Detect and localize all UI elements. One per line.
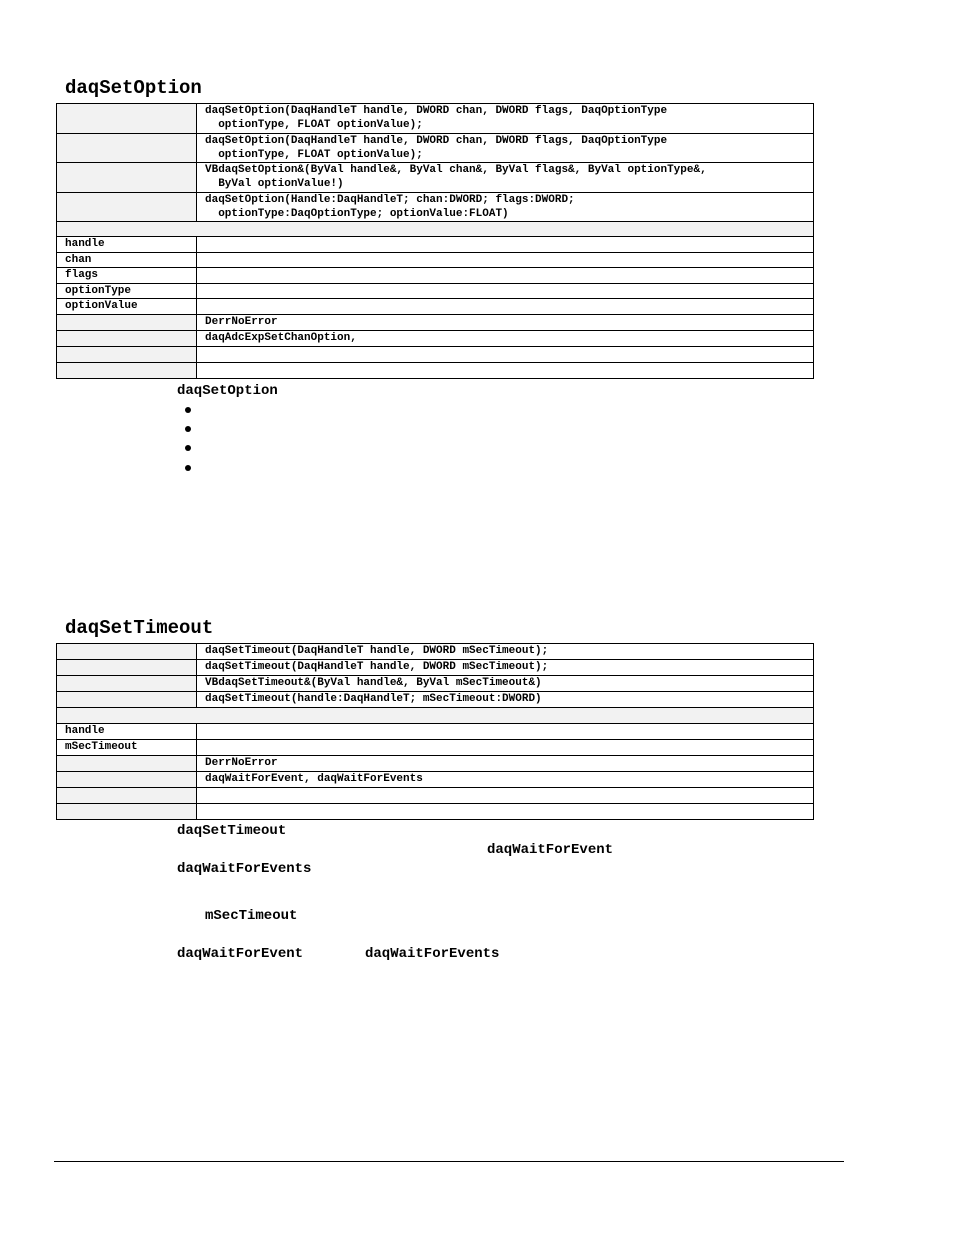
description-ref-wait-for-event: daqWaitForEvent <box>177 946 304 962</box>
param-name: handle <box>57 237 197 253</box>
page-title-set-option: daqSetOption <box>65 77 202 99</box>
set-timeout-reference-table <box>56 643 814 820</box>
table-row <box>57 237 814 253</box>
description-function-name: daqSetOption <box>177 383 278 399</box>
table-row <box>57 363 814 379</box>
row-label <box>57 804 197 820</box>
description-function-name: daqSetTimeout <box>177 823 287 839</box>
signature-vb: VBdaqSetTimeout&(ByVal handle&, ByVal mSecTimeout&) <box>197 676 814 692</box>
row-value <box>197 788 814 804</box>
bullet-point <box>185 445 191 451</box>
page-title-set-timeout: daqSetTimeout <box>65 617 214 639</box>
param-desc <box>197 268 814 284</box>
signature-pascal: daqSetTimeout(handle:DaqHandleT; mSecTimeout:DWORD) <box>197 692 814 708</box>
table-row <box>57 692 814 708</box>
param-name: mSecTimeout <box>57 740 197 756</box>
param-name: optionType <box>57 284 197 299</box>
row-label <box>57 134 197 163</box>
table-row <box>57 134 814 163</box>
row-label <box>57 660 197 676</box>
table-row <box>57 724 814 740</box>
table-row <box>57 788 814 804</box>
param-name: flags <box>57 268 197 284</box>
table-row <box>57 756 814 772</box>
footer-divider <box>54 1161 844 1162</box>
table-row <box>57 804 814 820</box>
table-row <box>57 104 814 134</box>
row-label <box>57 163 197 193</box>
signature-c: daqSetTimeout(DaqHandleT handle, DWORD mSecTimeout); <box>197 644 814 660</box>
set-option-reference-table <box>56 103 814 379</box>
row-label <box>57 315 197 331</box>
param-name: chan <box>57 253 197 268</box>
row-label <box>57 644 197 660</box>
row-label <box>57 104 197 134</box>
param-name: optionValue <box>57 299 197 315</box>
param-name: handle <box>57 724 197 740</box>
row-value <box>197 347 814 363</box>
signature-cpp: daqSetTimeout(DaqHandleT handle, DWORD mSecTimeout); <box>197 660 814 676</box>
param-desc <box>197 299 814 315</box>
row-label <box>57 363 197 379</box>
signature-cpp: daqSetOption(DaqHandleT handle, DWORD chan, DWORD flags, DaqOptionType optionType, FLOAT optionValue); <box>197 134 814 163</box>
param-desc <box>197 740 814 756</box>
parameters-header <box>57 222 814 237</box>
see-also-value: daqWaitForEvent, daqWaitForEvents <box>197 772 814 788</box>
returns-value: DerrNoError <box>197 315 814 331</box>
section-header-row <box>57 708 814 724</box>
table-row <box>57 268 814 284</box>
signature-pascal: daqSetOption(Handle:DaqHandleT; chan:DWORD; flags:DWORD; optionType:DaqOptionType; optionValue:FLOAT) <box>197 193 814 222</box>
description-ref-wait-for-events: daqWaitForEvents <box>177 861 312 877</box>
signature-c: daqSetOption(DaqHandleT handle, DWORD chan, DWORD flags, DaqOptionType optionType, FLOAT optionValue); <box>197 104 814 134</box>
row-label <box>57 788 197 804</box>
description-ref-wait-for-events: daqWaitForEvents <box>365 946 500 962</box>
section-header-row <box>57 222 814 237</box>
table-row <box>57 676 814 692</box>
table-row <box>57 163 814 193</box>
signature-vb: VBdaqSetOption&(ByVal handle&, ByVal chan&, ByVal flags&, ByVal optionType&, ByVal optionValue!) <box>197 163 814 193</box>
table-row <box>57 644 814 660</box>
row-label <box>57 692 197 708</box>
row-label <box>57 347 197 363</box>
description-ref-wait-for-event: daqWaitForEvent <box>487 842 614 858</box>
bullet-point <box>185 407 191 413</box>
param-desc <box>197 724 814 740</box>
table-row <box>57 347 814 363</box>
table-row <box>57 331 814 347</box>
table-row <box>57 284 814 299</box>
row-label <box>57 331 197 347</box>
row-label <box>57 676 197 692</box>
row-value <box>197 804 814 820</box>
row-label <box>57 756 197 772</box>
description-param-msec-timeout: mSecTimeout <box>205 908 298 924</box>
table-row <box>57 299 814 315</box>
table-row <box>57 660 814 676</box>
table-row <box>57 772 814 788</box>
row-value <box>197 363 814 379</box>
row-label <box>57 772 197 788</box>
bullet-point <box>185 426 191 432</box>
table-row <box>57 740 814 756</box>
table-row <box>57 253 814 268</box>
row-label <box>57 193 197 222</box>
parameters-header <box>57 708 814 724</box>
table-row <box>57 193 814 222</box>
table-row <box>57 315 814 331</box>
param-desc <box>197 237 814 253</box>
bullet-point <box>185 465 191 471</box>
see-also-value: daqAdcExpSetChanOption, <box>197 331 814 347</box>
returns-value: DerrNoError <box>197 756 814 772</box>
param-desc <box>197 284 814 299</box>
param-desc <box>197 253 814 268</box>
